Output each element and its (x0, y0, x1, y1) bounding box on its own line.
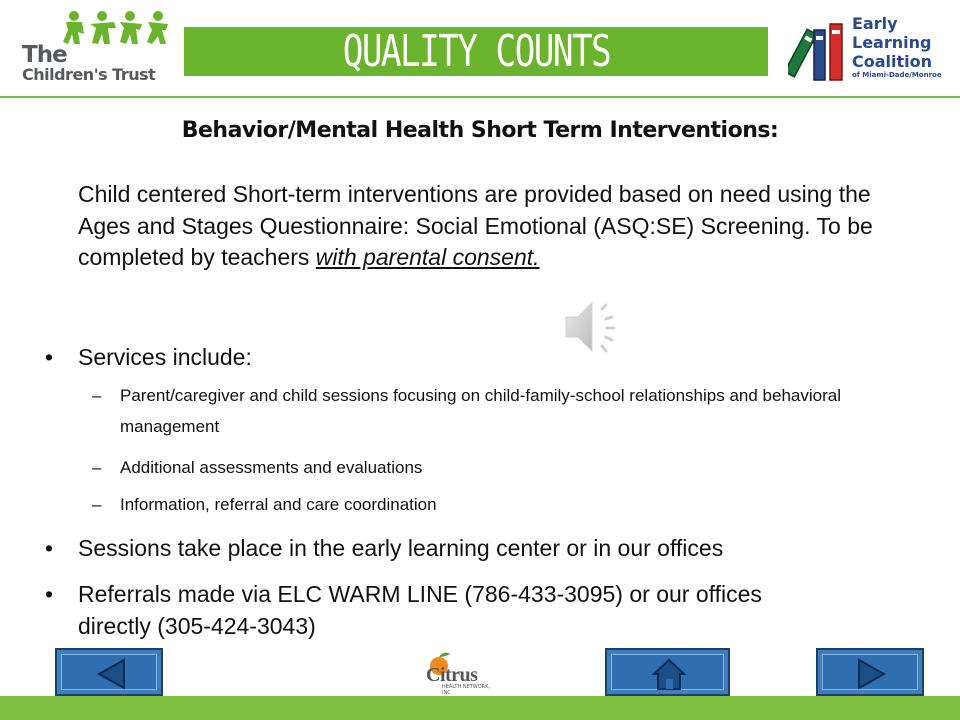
sub-bullet-text: Information, referral and care coordination (120, 495, 437, 514)
bullet-text: Sessions take place in the early learning center or in our offices (78, 535, 724, 561)
slide-title: Behavior/Mental Health Short Term Interventions: (181, 118, 779, 143)
books-icon (788, 22, 848, 84)
sub-bullet-text: Parent/caregiver and child sessions focusing on child-family-school relationships and behavioral management (120, 386, 841, 436)
bullet-glyph: • (45, 581, 54, 607)
previous-slide-button[interactable] (55, 648, 163, 696)
intro-underlined-text: with parental consent. (315, 244, 540, 270)
childrens-trust-line2: Children's Trust (22, 65, 156, 84)
bullet-sessions-location (45, 533, 938, 565)
bullet-services (45, 342, 918, 374)
childrens-trust-logo (22, 10, 172, 85)
elc-line1: Early (852, 14, 898, 33)
dash-glyph: – (92, 458, 102, 477)
home-icon (612, 655, 727, 693)
intro-paragraph (78, 179, 908, 274)
sub-bullet-text: Additional assessments and evaluations (120, 458, 423, 477)
button-face (822, 654, 918, 690)
footer-bar (0, 696, 960, 720)
intro-text: Child centered Short-term interventions are provided based on need using the Ages and Stages Questionnaire: Social Emotional (ASQ:SE) Screening. To be completed by teachers (78, 181, 873, 270)
elc-line2: Learning (852, 33, 932, 52)
early-learning-coalition-logo (788, 14, 948, 84)
citrus-health-logo (420, 648, 500, 694)
quality-counts-banner (184, 27, 768, 76)
button-face (61, 654, 157, 690)
elc-line4: of Miami-Dade/Monroe (852, 71, 942, 79)
bullet-glyph: • (45, 344, 54, 370)
childrens-trust-line1: The (22, 42, 67, 68)
slide-header (0, 0, 960, 97)
header-divider (0, 96, 960, 98)
children-figures-icon (62, 10, 172, 46)
sub-bullet-referral (92, 489, 880, 520)
bullet-text: Services include: (78, 344, 252, 370)
triangle-left-icon (62, 655, 160, 693)
dash-glyph: – (92, 386, 102, 405)
next-slide-button[interactable] (816, 648, 924, 696)
dash-glyph: – (92, 495, 102, 514)
citrus-tagline: HEALTH NETWORK, INC. (442, 684, 491, 696)
bullet-glyph: • (45, 535, 54, 561)
sub-bullet-assessments (92, 452, 880, 483)
sub-bullet-sessions (92, 380, 880, 442)
elc-line3: Coalition (852, 52, 933, 71)
bullet-referrals (45, 579, 838, 642)
banner-title: QUALITY COUNTS (342, 26, 610, 77)
triangle-right-icon (823, 655, 921, 693)
elc-logo-text (852, 14, 942, 79)
bullet-text: Referrals made via ELC WARM LINE (786-433-3095) or our offices directly (305-424-3043) (78, 581, 762, 639)
citrus-name: Citrus (426, 664, 478, 686)
button-face (611, 654, 724, 690)
home-button[interactable] (605, 648, 730, 696)
